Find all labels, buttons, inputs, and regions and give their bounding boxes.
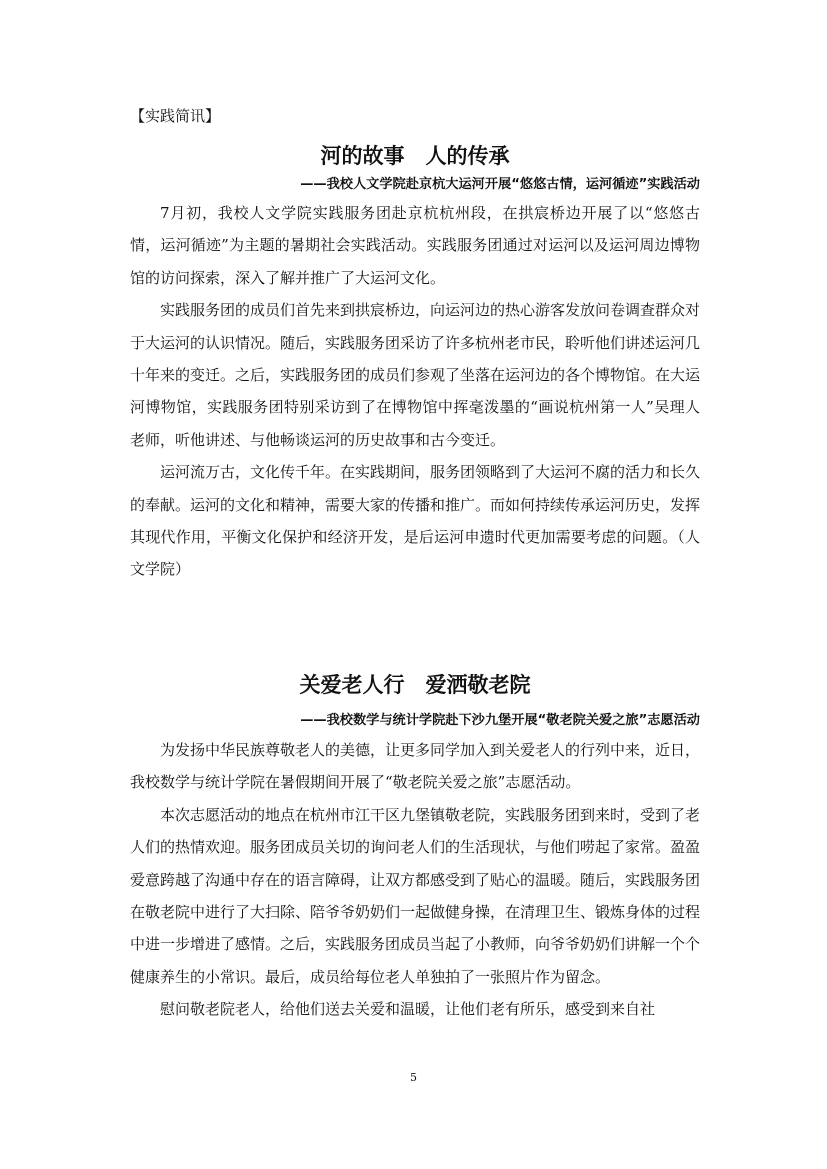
paragraph: 为发扬中华民族尊敬老人的美德，让更多同学加入到关爱老人的行列中来，近日，我校数学与统计学院在暑假期间开展了“敬老院关爱之旅”志愿活动。: [130, 741, 701, 792]
paragraph: 本次志愿活动的地点在杭州市江干区九堡镇敬老院，实践服务团到来时，受到了老人们的热情欢迎。服务团成员关切的询问老人们的生活现状，与他们唠起了家常。盈盈爱意跨越了沟通中存在的语言障碍，让双方都感受到了贴心的温暖。随后，实践服务团在敬老院中进行了大扫除、陪爷爷奶奶们一起做健身操，在清理卫生、锻炼身体的过程中进一步增进了感情。之后，实践服务团成员当起了小教师，向爷爷奶奶们讲解一个个健康养生的小常识。最后，成员给每位老人单独拍了一张照片作为留念。: [130, 805, 701, 986]
article-body: [130, 197, 700, 586]
page-number: 5: [410, 1071, 417, 1084]
article-title: 河的故事 人的传承: [320, 144, 510, 168]
article-body: [130, 734, 700, 1026]
paragraph: 7月初，我校人文学院实践服务团赴京杭杭州段，在拱宸桥边开展了以“悠悠古情，运河循迹”为主题的暑期社会实践活动。实践服务团通过对运河以及运河周边博物馆的访问探索，深入了解并推广了大运河文化。: [130, 204, 700, 287]
article-title: 关爱老人行 爱洒敬老院: [299, 673, 531, 697]
paragraph: 实践服务团的成员们首先来到拱宸桥边，向运河边的热心游客发放问卷调查群众对于大运河的认识情况。随后，实践服务团采访了许多杭州老市民，聆听他们讲述运河几十年来的变迁。之后，实践服务团的成员们参观了坐落在运河边的各个博物馆。在大运河博物馆，实践服务团特别采访到了在博物馆中挥毫泼墨的“画说杭州第一人”吴理人老师，听他讲述、与他畅谈运河的历史故事和古今变迁。: [130, 301, 701, 449]
article-subtitle: ——我校数学与统计学院赴下沙九堡开展“敬老院关爱之旅”志愿活动: [300, 713, 700, 728]
paragraph: 运河流万古，文化传千年。在实践期间，服务团领略到了大运河不腐的活力和长久的奉献。运河的文化和精神，需要大家的传播和推广。而如何持续传承运河历史，发挥其现代作用，平衡文化保护和经济开发，是后运河申遗时代更加需要考虑的问题。（人文学院）: [130, 463, 701, 579]
article-subtitle: ——我校人文学院赴京杭大运河开展“悠悠古情，运河循迹”实践活动: [300, 177, 700, 192]
section-label: 【实践简讯】: [130, 107, 221, 125]
paragraph: 慰问敬老院老人，给他们送去关爱和温暖，让他们老有所乐，感受到来自社: [160, 1000, 656, 1019]
